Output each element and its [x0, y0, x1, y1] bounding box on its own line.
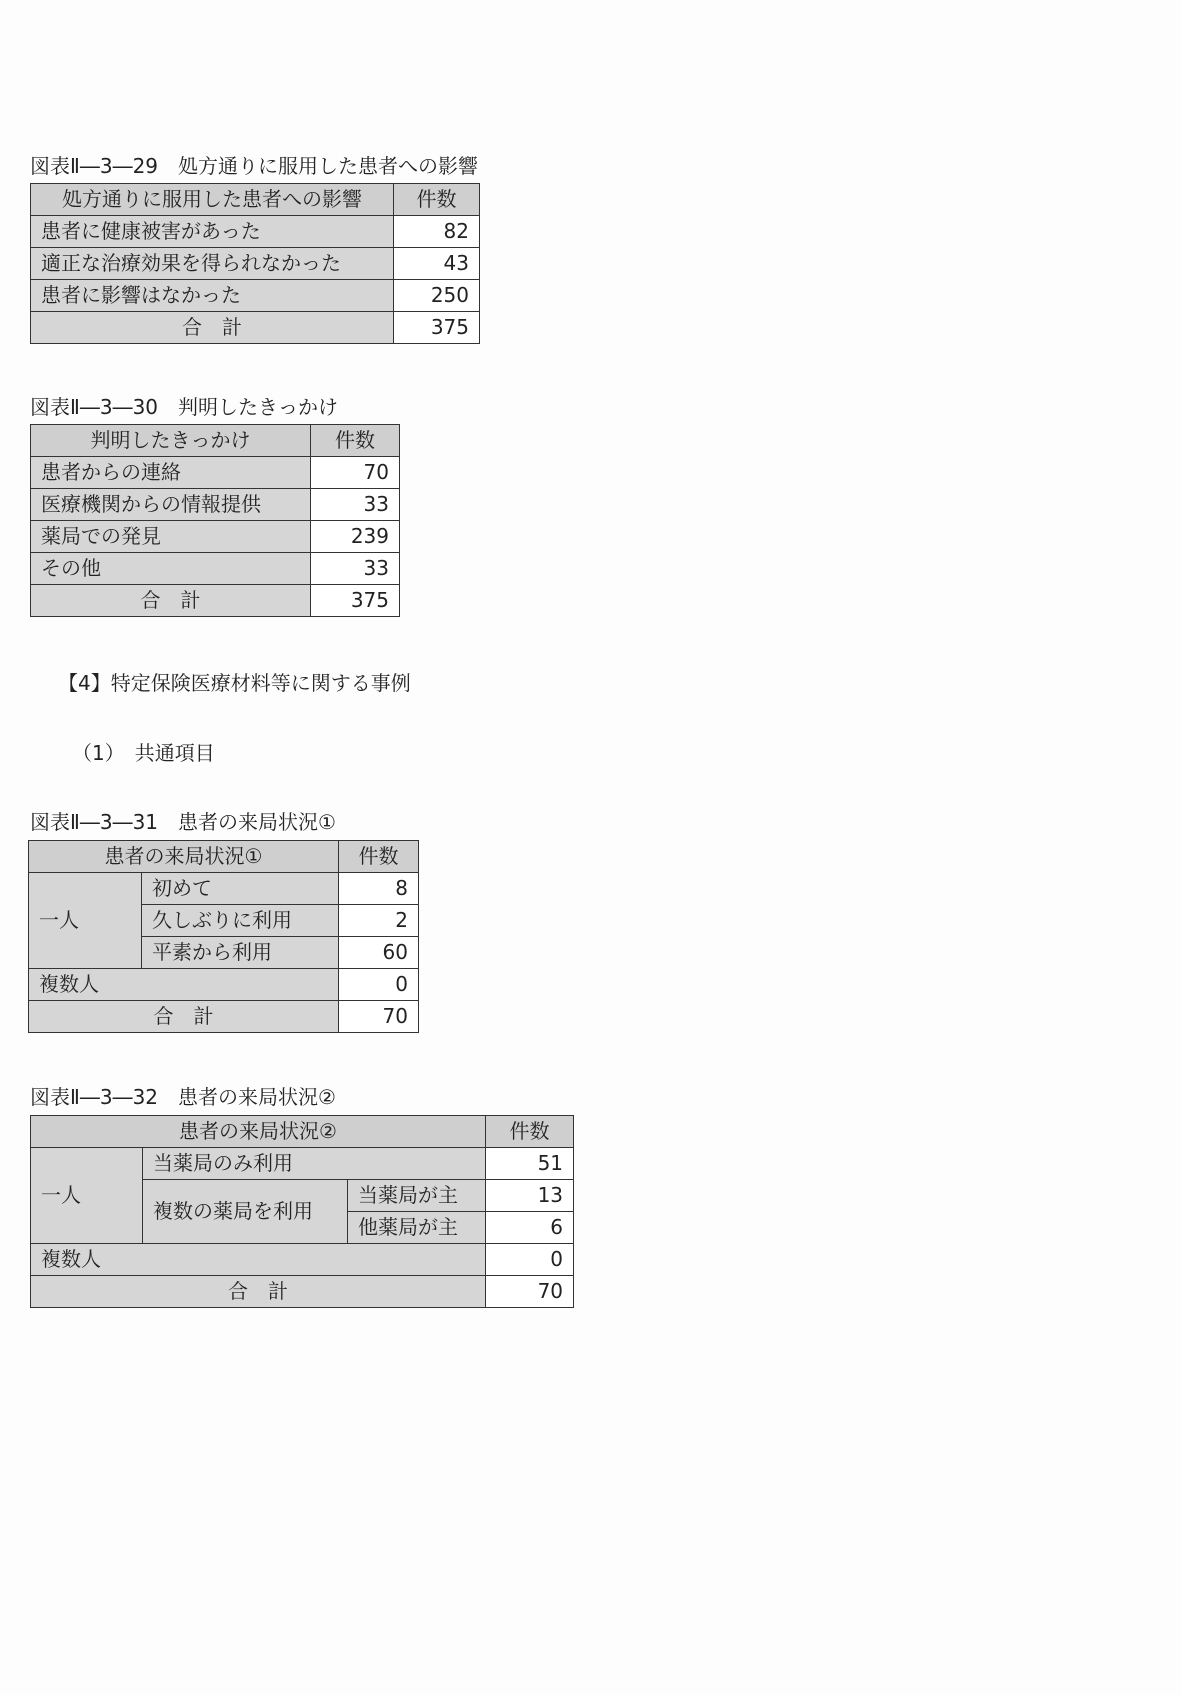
table-row: [31, 521, 400, 553]
row-label: 複数人: [29, 969, 339, 1001]
total-row: [29, 1001, 419, 1033]
total-row: [31, 1276, 574, 1308]
row-label: 適正な治療効果を得られなかった: [31, 248, 394, 280]
row-value: 43: [394, 248, 480, 280]
row-value: 0: [339, 969, 419, 1001]
figure-32-table: [30, 1115, 574, 1308]
table-row: [31, 216, 480, 248]
column-header-count: 件数: [486, 1116, 574, 1148]
figure-30-table: [30, 424, 400, 617]
column-header-item: 判明したきっかけ: [31, 425, 311, 457]
subsection-heading: （1） 共通項目: [72, 741, 215, 765]
table-header-row: [31, 1116, 574, 1148]
total-label: 合 計: [31, 585, 311, 617]
figure-31-table: [28, 840, 419, 1033]
table-row: [31, 1148, 574, 1180]
figure-29-table: [30, 183, 480, 344]
table-header-row: [31, 184, 480, 216]
row-label: 当薬局が主: [348, 1180, 486, 1212]
group-label: 一人: [29, 873, 142, 969]
row-value: 6: [486, 1212, 574, 1244]
figure-30-caption: 図表Ⅱ―3―30 判明したきっかけ: [30, 395, 339, 419]
table-header-row: [31, 425, 400, 457]
total-row: [31, 585, 400, 617]
table-row: [31, 489, 400, 521]
row-value: 13: [486, 1180, 574, 1212]
total-value: 70: [486, 1276, 574, 1308]
figure-31-caption: 図表Ⅱ―3―31 患者の来局状況①: [30, 810, 336, 834]
row-value: 82: [394, 216, 480, 248]
row-label: 複数人: [31, 1244, 486, 1276]
total-value: 70: [339, 1001, 419, 1033]
column-header-count: 件数: [311, 425, 400, 457]
row-value: 8: [339, 873, 419, 905]
row-label: その他: [31, 553, 311, 585]
column-header-item: 患者の来局状況①: [29, 841, 339, 873]
total-label: 合 計: [29, 1001, 339, 1033]
table-row: [31, 1244, 574, 1276]
table-row: [29, 969, 419, 1001]
row-label: 平素から利用: [142, 937, 339, 969]
row-label: 患者からの連絡: [31, 457, 311, 489]
column-header-item: 患者の来局状況②: [31, 1116, 486, 1148]
group-label: 一人: [31, 1148, 143, 1244]
row-label: 患者に健康被害があった: [31, 216, 394, 248]
row-label: 当薬局のみ利用: [143, 1148, 486, 1180]
row-value: 51: [486, 1148, 574, 1180]
figure-32-caption: 図表Ⅱ―3―32 患者の来局状況②: [30, 1085, 336, 1109]
row-value: 0: [486, 1244, 574, 1276]
row-value: 60: [339, 937, 419, 969]
row-value: 250: [394, 280, 480, 312]
total-value: 375: [311, 585, 400, 617]
table-row: [31, 280, 480, 312]
table-row: [29, 873, 419, 905]
section-heading: 【4】特定保険医療材料等に関する事例: [58, 671, 411, 695]
row-label: 患者に影響はなかった: [31, 280, 394, 312]
total-row: [31, 312, 480, 344]
column-header-count: 件数: [394, 184, 480, 216]
figure-29-caption: 図表Ⅱ―3―29 処方通りに服用した患者への影響: [30, 154, 479, 178]
column-header-count: 件数: [339, 841, 419, 873]
row-label: 初めて: [142, 873, 339, 905]
row-label: 医療機関からの情報提供: [31, 489, 311, 521]
table-row: [31, 248, 480, 280]
row-label: 薬局での発見: [31, 521, 311, 553]
table-header-row: [29, 841, 419, 873]
table-row: [31, 457, 400, 489]
row-label: 他薬局が主: [348, 1212, 486, 1244]
column-header-item: 処方通りに服用した患者への影響: [31, 184, 394, 216]
row-value: 33: [311, 553, 400, 585]
total-value: 375: [394, 312, 480, 344]
row-value: 33: [311, 489, 400, 521]
total-label: 合 計: [31, 1276, 486, 1308]
row-value: 239: [311, 521, 400, 553]
subgroup-label: 複数の薬局を利用: [143, 1180, 348, 1244]
total-label: 合 計: [31, 312, 394, 344]
table-row: [31, 553, 400, 585]
row-label: 久しぶりに利用: [142, 905, 339, 937]
row-value: 2: [339, 905, 419, 937]
row-value: 70: [311, 457, 400, 489]
